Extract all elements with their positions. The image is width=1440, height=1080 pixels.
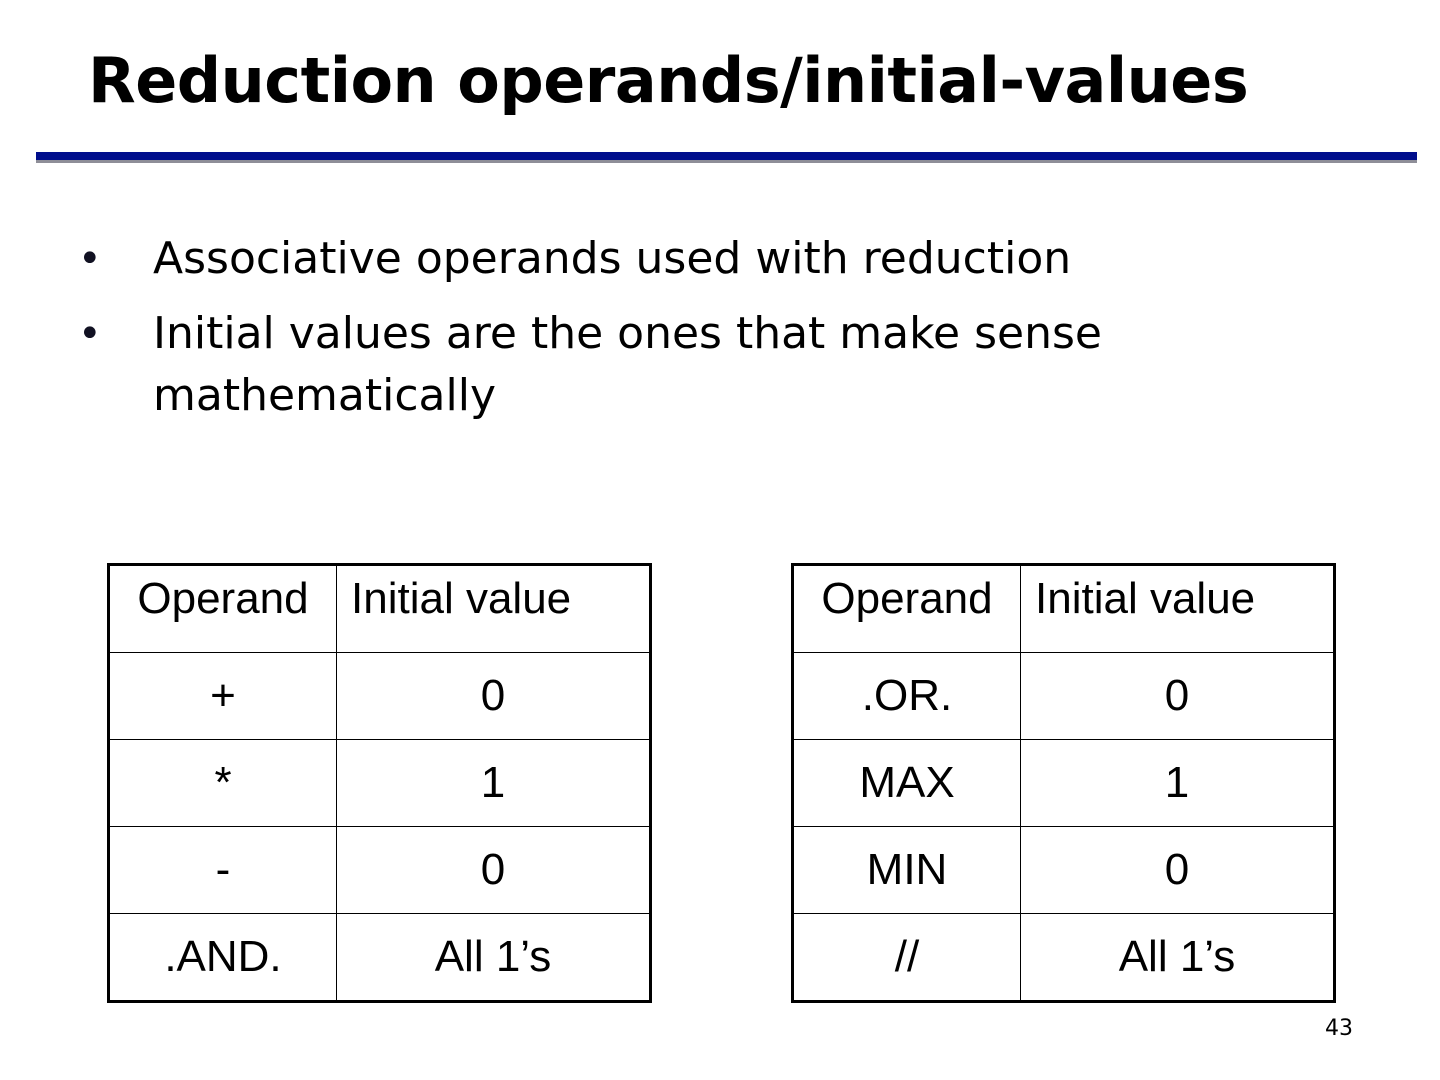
table-row	[793, 914, 1335, 1002]
bullet-dot-icon: •	[78, 311, 102, 357]
table-row	[109, 827, 651, 914]
header-initial-value: Initial value	[337, 565, 651, 653]
header-operand: Operand	[793, 565, 1021, 653]
operand-table-left	[107, 563, 652, 1003]
initial-value-cell: 0	[337, 653, 651, 740]
bullet-text: Associative operands used with reduction	[153, 233, 1072, 284]
initial-value-cell: 1	[337, 740, 651, 827]
operand-cell: .OR.	[793, 653, 1021, 740]
table-header-row	[793, 565, 1335, 653]
slide-title: Reduction operands/initial-values	[88, 44, 1249, 117]
title-underline-shadow	[36, 160, 1417, 163]
operand-cell: .AND.	[109, 914, 337, 1002]
bullet-text: Initial values are the ones that make sense mathematically	[153, 308, 1102, 421]
initial-value-cell: 1	[1021, 740, 1335, 827]
operand-cell: //	[793, 914, 1021, 1002]
table-header-row	[109, 565, 651, 653]
table-row	[793, 653, 1335, 740]
operand-cell: +	[109, 653, 337, 740]
initial-value-cell: 0	[1021, 653, 1335, 740]
table-row	[109, 740, 651, 827]
operand-table-right	[791, 563, 1336, 1003]
table-row	[793, 827, 1335, 914]
page-number: 43	[1325, 1016, 1353, 1041]
initial-value-cell: All 1’s	[337, 914, 651, 1002]
bullet-item	[78, 303, 1278, 427]
bullet-item	[78, 228, 1278, 290]
operand-cell: MIN	[793, 827, 1021, 914]
bullet-dot-icon: •	[78, 236, 102, 282]
operand-cell: -	[109, 827, 337, 914]
table-row	[109, 914, 651, 1002]
header-initial-value: Initial value	[1021, 565, 1335, 653]
table-row	[793, 740, 1335, 827]
initial-value-cell: 0	[1021, 827, 1335, 914]
title-underline	[36, 152, 1417, 160]
header-operand: Operand	[109, 565, 337, 653]
operand-cell: MAX	[793, 740, 1021, 827]
initial-value-cell: 0	[337, 827, 651, 914]
operand-cell: *	[109, 740, 337, 827]
bullet-list	[78, 228, 1278, 440]
table-row	[109, 653, 651, 740]
initial-value-cell: All 1’s	[1021, 914, 1335, 1002]
